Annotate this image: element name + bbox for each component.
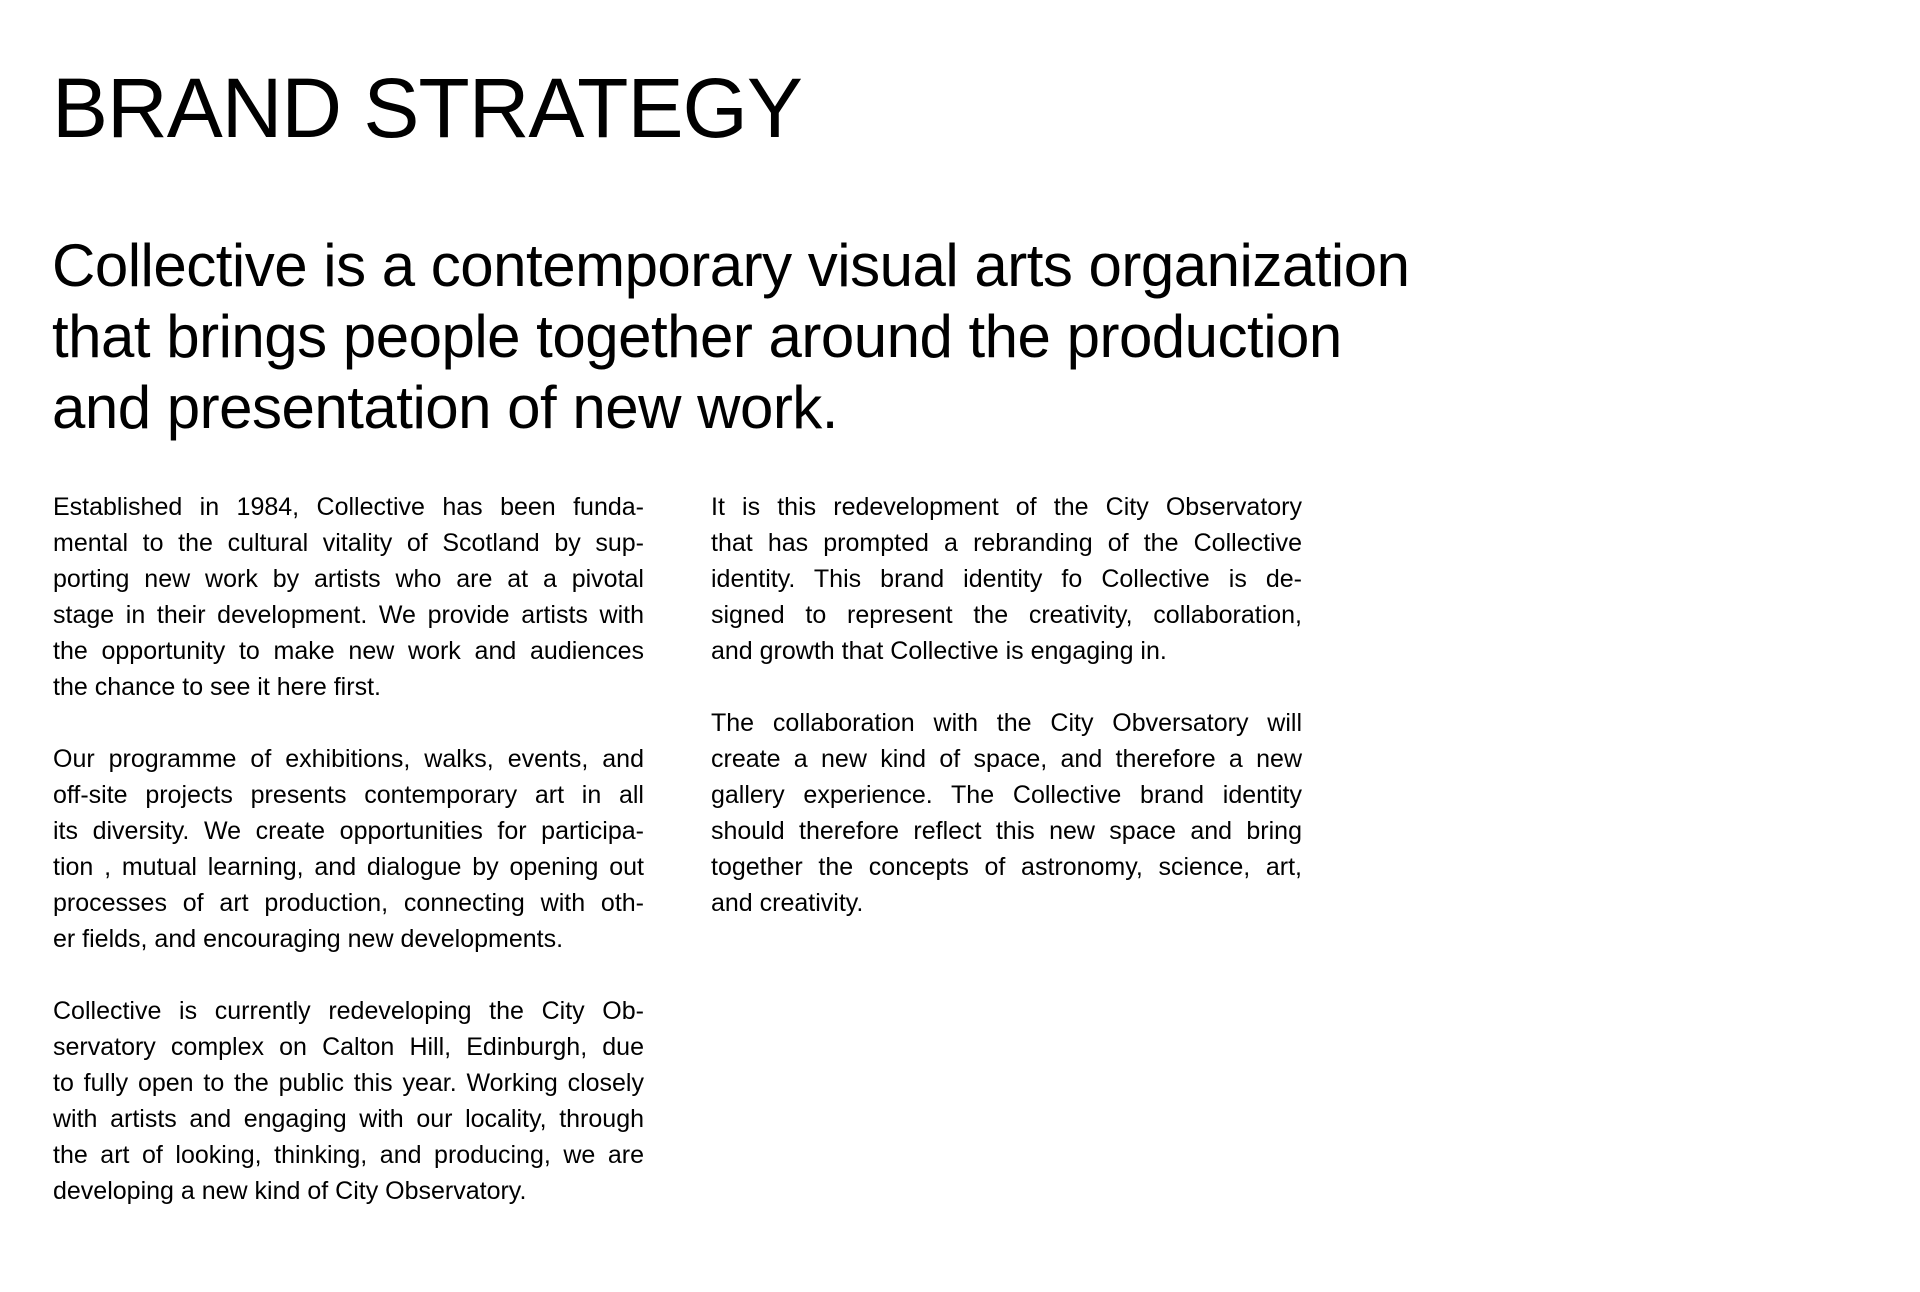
text-line: off-site projects presents contemporary art in all xyxy=(53,781,644,809)
body-paragraph xyxy=(711,489,1302,669)
body-paragraph xyxy=(53,741,644,957)
left-text-column xyxy=(53,489,644,1245)
text-line: mental to the cultural vitality of Scotland by sup- xyxy=(53,529,644,557)
text-line: Our programme of exhibitions, walks, events, and xyxy=(53,745,644,773)
text-line: gallery experience. The Collective brand identity xyxy=(711,781,1302,809)
lead-line: and presentation of new work. xyxy=(52,374,838,441)
right-text-column xyxy=(711,489,1302,957)
text-line: to fully open to the public this year. Working closely xyxy=(53,1069,644,1097)
text-line: with artists and engaging with our locality, through xyxy=(53,1105,644,1133)
text-line: and creativity. xyxy=(711,889,864,917)
body-paragraph xyxy=(53,489,644,705)
text-line: signed to represent the creativity, collaboration, xyxy=(711,601,1302,629)
text-line: The collaboration with the City Obversatory will xyxy=(711,709,1302,737)
text-line: stage in their development. We provide artists with xyxy=(53,601,644,629)
text-line: the art of looking, thinking, and producing, we are xyxy=(53,1141,644,1169)
text-line: should therefore reflect this new space and bring xyxy=(711,817,1302,845)
text-line: porting new work by artists who are at a pivotal xyxy=(53,565,644,593)
text-line: its diversity. We create opportunities for participa- xyxy=(53,817,644,845)
text-line: developing a new kind of City Observatory. xyxy=(53,1177,527,1205)
text-line: together the concepts of astronomy, science, art, xyxy=(711,853,1302,881)
text-line: that has prompted a rebranding of the Collective xyxy=(711,529,1302,557)
lead-line: that brings people together around the production xyxy=(52,303,1342,370)
text-line: It is this redevelopment of the City Observatory xyxy=(711,493,1302,521)
body-paragraph xyxy=(711,705,1302,921)
body-paragraph xyxy=(53,993,644,1209)
text-line: Collective is currently redeveloping the City Ob- xyxy=(53,997,644,1025)
page-title: BRAND STRATEGY xyxy=(52,61,802,155)
text-line: tion , mutual learning, and dialogue by opening out xyxy=(53,853,644,881)
text-line: the chance to see it here first. xyxy=(53,673,381,701)
text-line: the opportunity to make new work and audiences xyxy=(53,637,644,665)
lead-statement xyxy=(52,230,1512,443)
text-line: and growth that Collective is engaging in. xyxy=(711,637,1167,665)
text-line: processes of art production, connecting with oth- xyxy=(53,889,644,917)
text-line: create a new kind of space, and therefore a new xyxy=(711,745,1302,773)
text-line: er fields, and encouraging new developments. xyxy=(53,925,564,953)
text-line: identity. This brand identity fo Collective is de- xyxy=(711,565,1302,593)
lead-line: Collective is a contemporary visual arts organization xyxy=(52,232,1410,299)
text-line: servatory complex on Calton Hill, Edinburgh, due xyxy=(53,1033,644,1061)
text-line: Established in 1984, Collective has been funda- xyxy=(53,493,644,521)
